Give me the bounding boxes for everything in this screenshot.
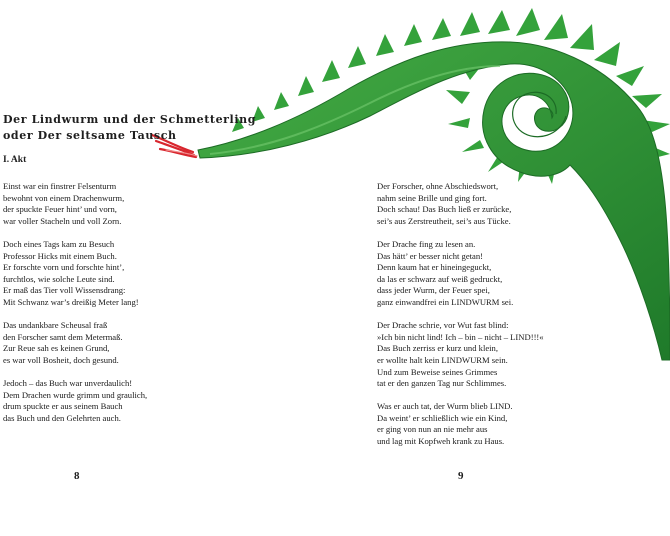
verse-line: Und zum Beweise seines Grimmes: [377, 366, 498, 377]
verse-line: Er maß das Tier voll Wissensdrang:: [3, 285, 126, 296]
verse-line: Doch eines Tags kam zu Besuch: [3, 238, 115, 249]
title-line-2: oder Der seltsame Tausch: [3, 129, 177, 142]
right-column-text: [377, 181, 607, 459]
verse-line: das Buch und den Gelehrten auch.: [3, 412, 121, 423]
stanza: [3, 239, 263, 309]
verse-line: tat er den ganzen Tag nur Schlimmes.: [377, 378, 507, 389]
stanza: [377, 181, 607, 227]
poem-title: [3, 112, 256, 144]
verse-line: dass jeder Wurm, der Feuer spei,: [377, 285, 490, 296]
verse-line: Einst war ein finstrer Felsenturm: [3, 181, 117, 191]
verse-line: Doch schau! Das Buch ließ er zurücke,: [377, 204, 512, 215]
verse-line: und lag mit Kopfweh krank zu Haus.: [377, 436, 505, 447]
stanza: [377, 401, 607, 447]
verse-line: der spuckte Feuer hint’ und vorn,: [3, 204, 117, 215]
verse-line: bewohnt von einem Drachenwurm,: [3, 192, 125, 203]
verse-line: Professor Hicks mit einem Buch.: [3, 250, 117, 261]
verse-line: Zur Reue sah es keinen Grund,: [3, 343, 110, 354]
verse-line: Das hätt’ er besser nicht getan!: [377, 250, 484, 261]
stanza: [3, 181, 263, 227]
left-column-text: [3, 181, 263, 436]
verse-line: Der Drache schrie, vor Wut fast blind:: [377, 320, 509, 331]
verse-line: Mit Schwanz war’s dreißig Meter lang!: [3, 296, 139, 307]
verse-line: er ging von nun an nie mehr aus: [377, 424, 488, 435]
verse-line: Er forschte vorn und forschte hint’,: [3, 262, 125, 273]
verse-line: war voller Stacheln und voll Zorn.: [3, 215, 122, 226]
verse-line: Dem Drachen wurde grimm und graulich,: [3, 389, 148, 400]
verse-line: Da weint’ er schließlich wie ein Kind,: [377, 412, 508, 423]
verse-line: Der Drache fing zu lesen an.: [377, 238, 476, 249]
verse-line: Das undankbare Scheusal fraß: [3, 320, 108, 331]
verse-line: sei’s aus Zerstreutheit, sei’s aus Tücke.: [377, 215, 511, 226]
act-heading: I. Akt: [3, 155, 27, 165]
stanza: [3, 320, 263, 366]
verse-line: Was er auch tat, der Wurm blieb LIND.: [377, 401, 513, 412]
stanza: [377, 239, 607, 309]
verse-line: Das Buch zerriss er kurz und klein,: [377, 343, 498, 354]
title-line-1: Der Lindwurm und der Schmetterling: [3, 113, 257, 126]
verse-line: »Ich bin nicht lind! Ich – bin – nicht – LIND!!!«: [377, 331, 544, 342]
verse-line: den Forscher samt dem Metermaß.: [3, 331, 123, 342]
verse-line: es war voll Bosheit, doch gesund.: [3, 354, 119, 365]
stanza: [377, 320, 607, 390]
verse-line: Jedoch – das Buch war unverdaulich!: [3, 378, 133, 389]
verse-line: ganz einwandfrei ein LINDWURM sei.: [377, 296, 514, 307]
page-number-left: 8: [74, 470, 80, 482]
verse-line: da las er schwarz auf weiß gedruckt,: [377, 273, 503, 284]
verse-line: nahm seine Brille und ging fort.: [377, 192, 487, 203]
verse-line: er wollte halt kein LINDWURM sein.: [377, 354, 508, 365]
verse-line: Denn kaum hat er hineingeguckt,: [377, 262, 492, 273]
page-number-right: 9: [458, 470, 464, 482]
verse-line: drum spuckte er aus seinem Bauch: [3, 401, 123, 412]
verse-line: furchtlos, wie solche Leute sind.: [3, 273, 115, 284]
stanza: [3, 378, 263, 424]
verse-line: Der Forscher, ohne Abschiedswort,: [377, 181, 499, 191]
